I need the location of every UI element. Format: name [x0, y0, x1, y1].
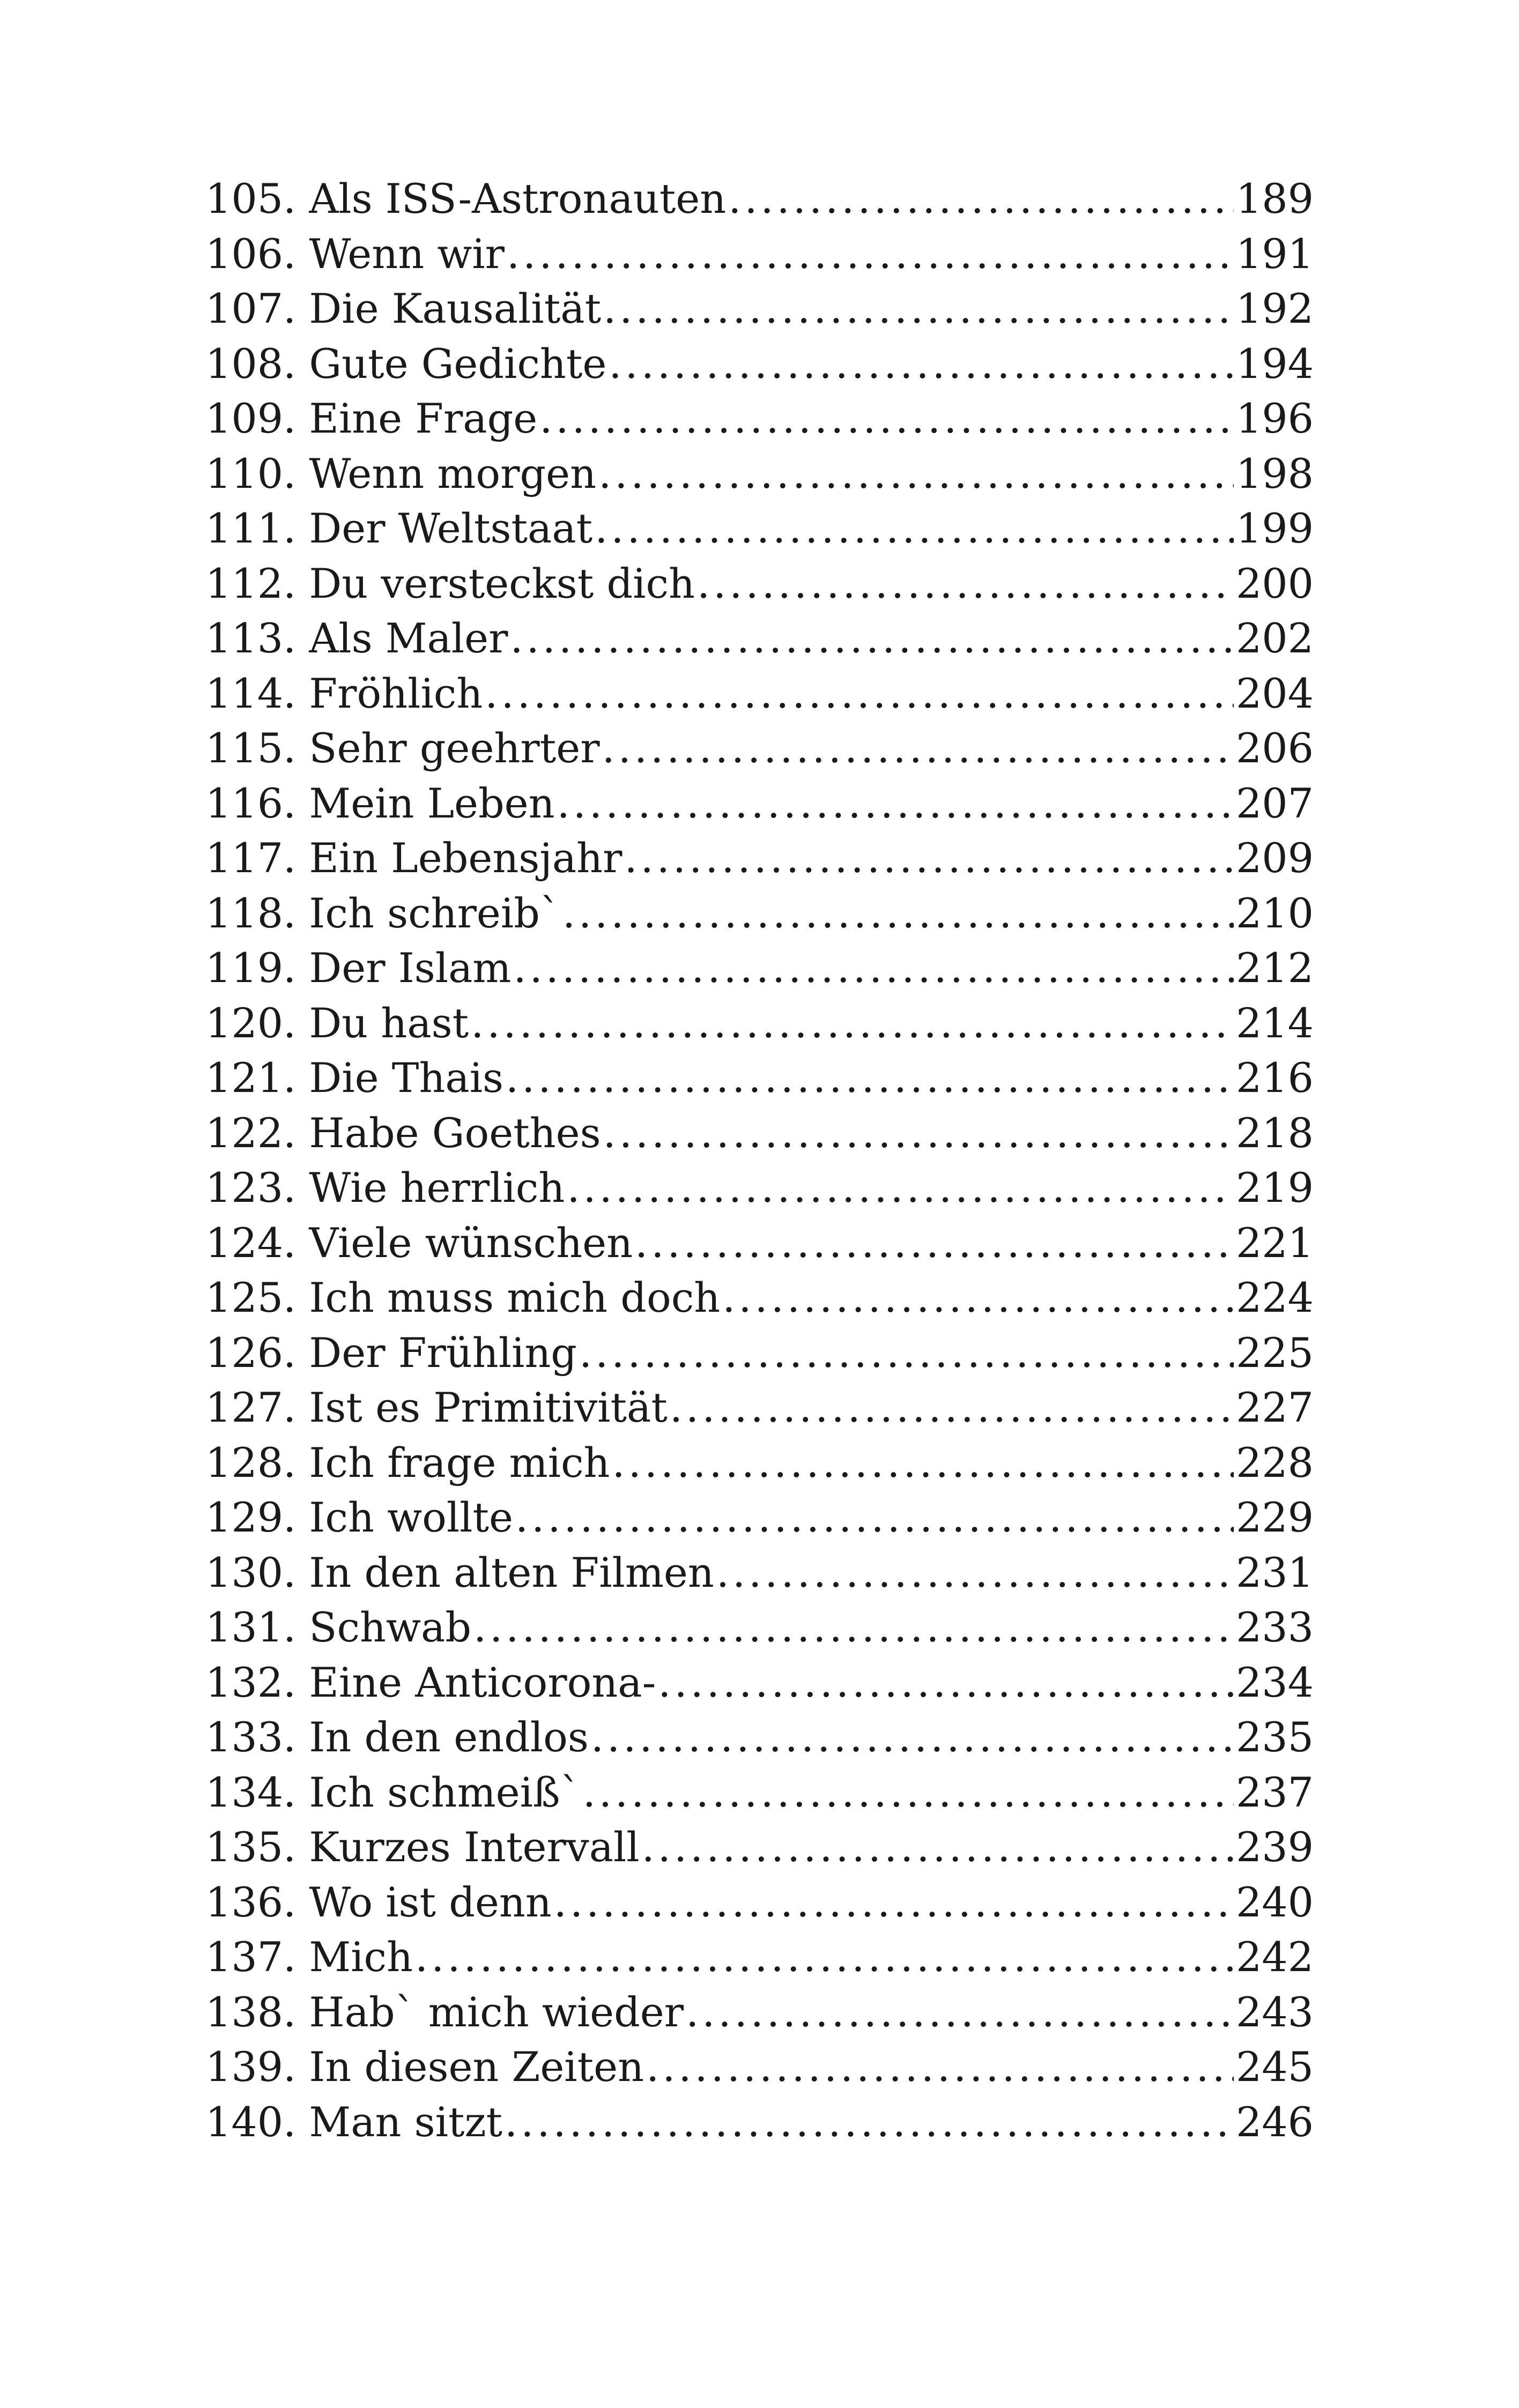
toc-entry-page: 210 — [1235, 889, 1314, 937]
toc-entry-page: 206 — [1235, 724, 1314, 772]
toc-entry-title: 111. Der Weltstaat — [205, 504, 593, 552]
dot-leader — [603, 1106, 1234, 1161]
toc-entry-title: 105. Als ISS-Astronauten — [205, 175, 727, 222]
dot-leader — [567, 1161, 1234, 1216]
dot-leader — [591, 1710, 1234, 1765]
toc-entry-title: 128. Ich frage mich — [205, 1438, 610, 1487]
toc-entry[interactable] — [205, 721, 1314, 776]
toc-entry-title: 126. Der Frühling — [205, 1328, 577, 1377]
toc-entry[interactable] — [205, 1161, 1314, 1216]
toc-entry-page: 189 — [1235, 175, 1314, 222]
toc-entry-page: 214 — [1235, 999, 1314, 1047]
toc-entry-page: 245 — [1235, 2043, 1314, 2091]
toc-entry[interactable] — [205, 1270, 1314, 1326]
toc-entry-page: 242 — [1235, 1933, 1314, 1981]
toc-entry[interactable] — [205, 337, 1314, 392]
toc-entry-title: 109. Eine Frage — [205, 395, 538, 442]
toc-entry[interactable] — [205, 996, 1314, 1051]
toc-entry-page: 216 — [1235, 1054, 1314, 1102]
dot-leader — [554, 1875, 1234, 1930]
toc-entry-page: 227 — [1235, 1384, 1314, 1431]
toc-entry[interactable] — [205, 556, 1314, 612]
toc-entry-page: 200 — [1235, 559, 1314, 607]
toc-entry-title: 127. Ist es Primitivität — [205, 1384, 668, 1431]
toc-entry[interactable] — [205, 1051, 1314, 1106]
toc-entry-page: 225 — [1235, 1328, 1314, 1377]
toc-entry-title: 113. Als Maler — [205, 614, 508, 662]
toc-entry-title: 138. Hab` mich wieder — [205, 1988, 684, 2036]
toc-entry-title: 136. Wo ist denn — [205, 1878, 552, 1926]
toc-entry-page: 231 — [1235, 1548, 1314, 1596]
toc-entry-page: 233 — [1235, 1603, 1314, 1651]
table-of-contents — [205, 172, 1314, 2150]
toc-entry[interactable] — [205, 447, 1314, 502]
toc-entry-title: 122. Habe Goethes — [205, 1109, 601, 1157]
toc-entry-page: 196 — [1235, 395, 1314, 442]
toc-entry-page: 246 — [1235, 2098, 1314, 2146]
dot-leader — [557, 776, 1234, 831]
toc-entry-title: 131. Schwab — [205, 1603, 471, 1651]
toc-entry-title: 121. Die Thais — [205, 1054, 504, 1102]
toc-entry[interactable] — [205, 1765, 1314, 1820]
toc-entry[interactable] — [205, 1106, 1314, 1161]
dot-leader — [595, 501, 1234, 556]
dot-leader — [510, 611, 1233, 666]
dot-leader — [602, 721, 1234, 776]
toc-entry-title: 130. In den alten Filmen — [205, 1548, 714, 1596]
toc-entry-page: 237 — [1235, 1768, 1314, 1816]
toc-entry[interactable] — [205, 611, 1314, 666]
dot-leader — [722, 1270, 1234, 1326]
toc-entry[interactable] — [205, 1985, 1314, 2040]
toc-entry[interactable] — [205, 1930, 1314, 1985]
toc-entry[interactable] — [205, 501, 1314, 556]
toc-entry-page: 191 — [1235, 229, 1314, 278]
dot-leader — [642, 1820, 1234, 1875]
toc-entry-page: 239 — [1235, 1823, 1314, 1871]
toc-entry-title: 106. Wenn wir — [205, 229, 505, 278]
toc-entry-title: 117. Ein Lebensjahr — [205, 834, 623, 882]
toc-entry-title: 134. Ich schmeiß` — [205, 1768, 581, 1816]
toc-entry-title: 114. Fröhlich — [205, 669, 483, 717]
toc-entry-title: 112. Du versteckst dich — [205, 559, 695, 607]
dot-leader — [686, 1985, 1234, 2040]
toc-entry[interactable] — [205, 2095, 1314, 2150]
toc-entry[interactable] — [205, 666, 1314, 722]
toc-entry-page: 234 — [1235, 1658, 1314, 1706]
toc-entry[interactable] — [205, 1326, 1314, 1381]
toc-entry-title: 124. Viele wünschen — [205, 1218, 633, 1267]
toc-entry-title: 140. Man sitzt — [205, 2098, 503, 2146]
toc-entry[interactable] — [205, 1545, 1314, 1601]
toc-entry-page: 204 — [1235, 669, 1314, 717]
dot-leader — [471, 996, 1234, 1051]
toc-entry-title: 107. Die Kausalität — [205, 285, 602, 332]
dot-leader — [728, 172, 1234, 227]
toc-entry[interactable] — [205, 1380, 1314, 1436]
dot-leader — [635, 1216, 1234, 1271]
toc-entry-page: 218 — [1235, 1109, 1314, 1157]
toc-entry-page: 202 — [1235, 614, 1314, 662]
toc-entry[interactable] — [205, 1710, 1314, 1765]
toc-entry[interactable] — [205, 391, 1314, 447]
toc-entry-title: 137. Mich — [205, 1933, 413, 1981]
dot-leader — [579, 1326, 1234, 1381]
toc-entry[interactable] — [205, 1490, 1314, 1545]
dot-leader — [646, 2040, 1234, 2095]
dot-leader — [415, 1930, 1234, 1985]
dot-leader — [670, 1380, 1234, 1436]
toc-entry-page: 229 — [1235, 1493, 1314, 1541]
toc-entry-page: 235 — [1235, 1713, 1314, 1761]
toc-entry-page: 240 — [1235, 1878, 1314, 1926]
toc-entry-page: 192 — [1235, 285, 1314, 332]
toc-entry[interactable] — [205, 1820, 1314, 1875]
toc-entry-title: 125. Ich muss mich doch — [205, 1274, 721, 1321]
toc-entry[interactable] — [205, 281, 1314, 337]
dot-leader — [697, 556, 1234, 612]
toc-entry-page: 194 — [1235, 339, 1314, 388]
toc-entry-page: 243 — [1235, 1988, 1314, 2036]
toc-entry[interactable] — [205, 886, 1314, 941]
dot-leader — [485, 666, 1234, 722]
dot-leader — [624, 831, 1233, 886]
dot-leader — [562, 886, 1234, 941]
toc-entry[interactable] — [205, 172, 1314, 227]
dot-leader — [609, 337, 1234, 392]
toc-entry[interactable] — [205, 2040, 1314, 2095]
dot-leader — [603, 281, 1234, 337]
toc-entry[interactable] — [205, 1600, 1314, 1655]
toc-entry[interactable] — [205, 1436, 1314, 1491]
dot-leader — [658, 1655, 1234, 1711]
toc-entry[interactable] — [205, 227, 1314, 282]
toc-entry-title: 139. In diesen Zeiten — [205, 2043, 644, 2091]
toc-entry[interactable] — [205, 831, 1314, 886]
toc-entry-title: 108. Gute Gedichte — [205, 339, 607, 388]
toc-entry-title: 133. In den endlos — [205, 1713, 589, 1761]
toc-entry-title: 110. Wenn morgen — [205, 449, 597, 497]
dot-leader — [515, 1490, 1234, 1545]
toc-entry[interactable] — [205, 1655, 1314, 1711]
toc-entry[interactable] — [205, 776, 1314, 831]
dot-leader — [506, 1051, 1234, 1106]
dot-leader — [473, 1600, 1234, 1655]
toc-entry-page: 199 — [1235, 504, 1314, 552]
toc-entry-page: 198 — [1235, 449, 1314, 497]
toc-entry-title: 132. Eine Anticorona- — [205, 1658, 656, 1706]
toc-entry-title: 120. Du hast — [205, 999, 469, 1047]
dot-leader — [612, 1436, 1234, 1491]
dot-leader — [513, 941, 1233, 996]
toc-entry-page: 219 — [1235, 1164, 1314, 1212]
toc-entry[interactable] — [205, 1216, 1314, 1271]
dot-leader — [507, 227, 1234, 282]
toc-entry-title: 115. Sehr geehrter — [205, 724, 600, 772]
toc-entry-title: 129. Ich wollte — [205, 1493, 514, 1541]
toc-entry-page: 212 — [1235, 944, 1314, 992]
toc-entry-page: 224 — [1235, 1274, 1314, 1321]
toc-entry-title: 119. Der Islam — [205, 944, 512, 992]
dot-leader — [598, 447, 1234, 502]
toc-entry-page: 209 — [1235, 834, 1314, 882]
dot-leader — [505, 2095, 1234, 2150]
dot-leader — [539, 391, 1234, 447]
toc-entry-page: 221 — [1235, 1218, 1314, 1267]
toc-entry-page: 228 — [1235, 1438, 1314, 1487]
toc-entry-title: 116. Mein Leben — [205, 779, 555, 827]
toc-entry-title: 123. Wie herrlich — [205, 1164, 565, 1212]
toc-entry[interactable] — [205, 941, 1314, 996]
dot-leader — [716, 1545, 1234, 1601]
dot-leader — [583, 1765, 1234, 1820]
toc-entry-page: 207 — [1235, 779, 1314, 827]
toc-entry[interactable] — [205, 1875, 1314, 1930]
toc-entry-title: 135. Kurzes Intervall — [205, 1823, 640, 1871]
toc-entry-title: 118. Ich schreib` — [205, 889, 560, 937]
